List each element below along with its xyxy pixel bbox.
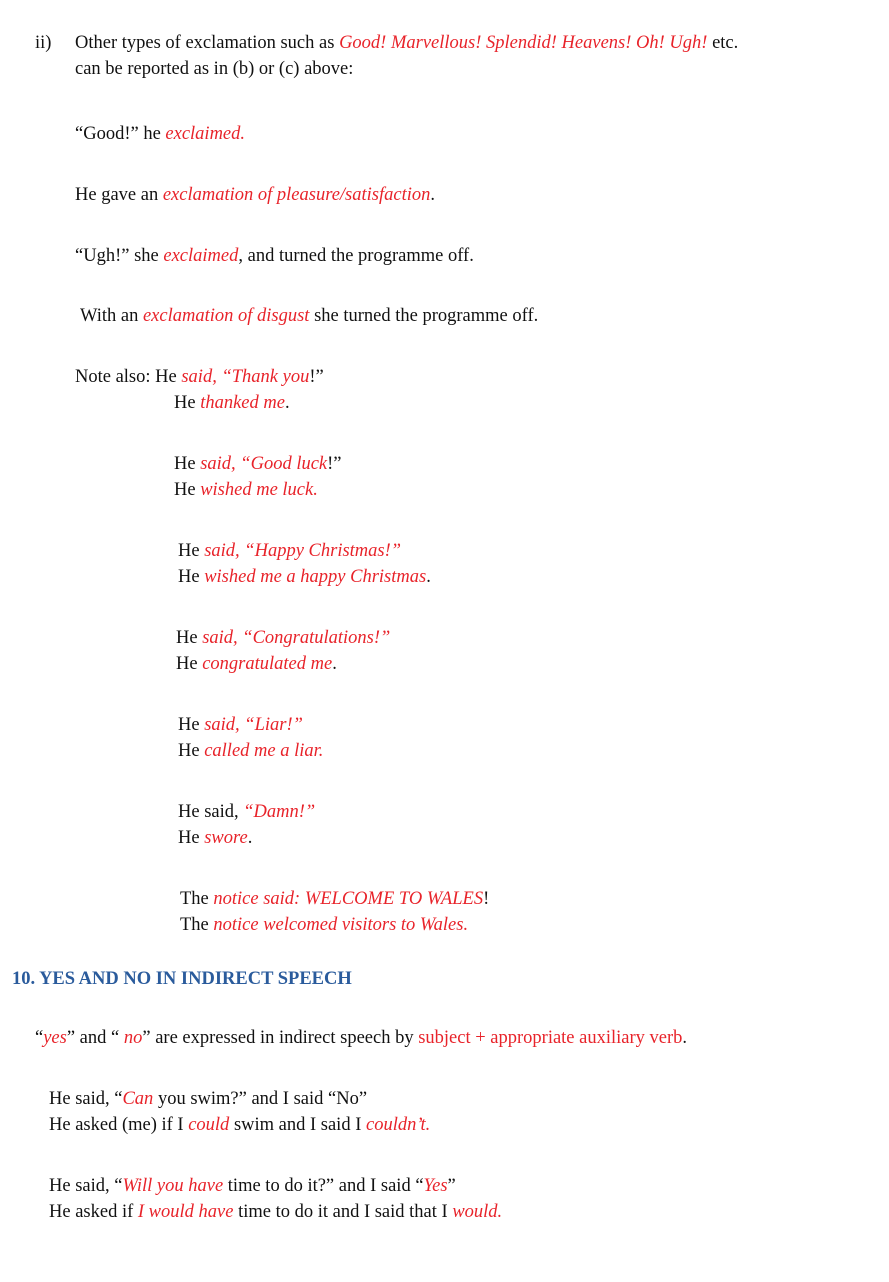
text-segment: etc. xyxy=(707,33,739,53)
section-10-rule xyxy=(35,1025,687,1051)
text-segment: Other types of exclamation such as xyxy=(75,33,340,53)
example-good-direct xyxy=(75,121,245,147)
text-segment: ii) xyxy=(35,33,52,53)
text-segment: He asked if xyxy=(49,1202,138,1222)
text-segment: He xyxy=(174,454,201,474)
section-10-ex1-direct xyxy=(49,1086,367,1112)
note-xmas-reported xyxy=(178,564,431,590)
text-segment: . xyxy=(284,393,290,413)
text-segment: He xyxy=(174,393,201,413)
note-label: Note also: xyxy=(75,367,156,387)
emphasis-text: Yes xyxy=(423,1176,448,1196)
section-10-ex2-direct xyxy=(49,1173,456,1199)
example-ugh-reported xyxy=(80,303,538,329)
text-segment: “Good!” he xyxy=(75,124,166,144)
text-segment: “Ugh!” she xyxy=(75,246,164,266)
text-segment: . xyxy=(430,185,435,205)
section-10-ex2-reported xyxy=(49,1199,502,1225)
text-segment: she turned the programme off. xyxy=(309,306,539,326)
text-segment: He xyxy=(178,541,205,561)
note-luck-reported xyxy=(174,477,318,503)
item-ii-line2: can be reported as in (b) or (c) above: xyxy=(75,59,354,79)
text-segment: . xyxy=(426,567,431,587)
emphasis-text: said, “Thank you xyxy=(181,367,310,387)
text-segment: He said, xyxy=(178,802,244,822)
emphasis-text: subject + appropriate auxiliary verb xyxy=(418,1028,683,1048)
note-xmas-direct xyxy=(178,538,401,564)
emphasis-text: Can xyxy=(122,1089,154,1109)
emphasis-text: said, “Good luck xyxy=(200,454,328,474)
text-segment: He asked (me) if I xyxy=(49,1115,189,1135)
text-segment: The xyxy=(180,915,214,935)
text-segment: He xyxy=(155,367,182,387)
text-segment: He xyxy=(178,828,205,848)
emphasis-text: wished me luck. xyxy=(200,480,318,500)
item-ii-line1 xyxy=(75,30,738,56)
text-segment: , and turned the programme off. xyxy=(238,246,474,266)
text-segment: He gave an xyxy=(75,185,163,205)
emphasis-text: exclaimed. xyxy=(165,124,246,144)
text-segment: He xyxy=(176,628,203,648)
text-segment: “ xyxy=(35,1028,44,1048)
text-segment: . xyxy=(332,654,337,674)
emphasis-text: said, “Happy Christmas!” xyxy=(204,541,402,561)
emphasis-text: I would have xyxy=(137,1202,234,1222)
section-10-ex1-reported xyxy=(49,1112,430,1138)
emphasis-text: congratulated me xyxy=(202,654,333,674)
example-ugh-direct xyxy=(75,243,474,269)
text-segment: ” xyxy=(447,1176,456,1196)
note-congrats-reported xyxy=(176,651,337,677)
emphasis-text: notice welcomed visitors to Wales. xyxy=(213,915,469,935)
note-liar-direct xyxy=(178,712,303,738)
emphasis-text: exclaimed xyxy=(163,246,239,266)
text-segment: He xyxy=(176,654,203,674)
emphasis-text: said, “Congratulations!” xyxy=(202,628,391,648)
text-segment: ” and “ xyxy=(66,1028,124,1048)
text-segment: He said, “ xyxy=(49,1089,123,1109)
text-segment: With an xyxy=(80,306,143,326)
emphasis-text: said, “Liar!” xyxy=(204,715,303,735)
note-wales-direct xyxy=(180,886,489,912)
text-segment: time to do it?” and I said “ xyxy=(223,1176,424,1196)
text-segment: . xyxy=(682,1028,688,1048)
item-ii-marker xyxy=(35,30,51,56)
note-thank-direct xyxy=(75,364,324,390)
emphasis-text: wished me a happy Christmas xyxy=(204,567,427,587)
emphasis-text: exclamation of pleasure/satisfaction xyxy=(162,185,431,205)
emphasis-text: called me a liar. xyxy=(204,741,324,761)
text-segment: ! xyxy=(483,889,490,909)
text-segment: He xyxy=(174,480,201,500)
note-damn-reported xyxy=(178,825,252,851)
text-segment: He xyxy=(178,741,205,761)
example-good-reported xyxy=(75,182,435,208)
text-segment: ” are expressed in indirect speech by xyxy=(142,1028,419,1048)
note-thank-reported xyxy=(174,390,290,416)
emphasis-text: no xyxy=(123,1028,143,1048)
note-luck-direct xyxy=(174,451,342,477)
emphasis-text: swore xyxy=(204,828,248,848)
section-10-heading: 10. YES AND NO IN INDIRECT SPEECH xyxy=(12,969,352,989)
emphasis-text: couldn’t. xyxy=(366,1115,431,1135)
text-segment: He xyxy=(178,715,205,735)
text-segment: . xyxy=(247,828,253,848)
text-segment: time to do it and I said that I xyxy=(233,1202,453,1222)
text-segment: The xyxy=(180,889,214,909)
emphasis-text: Will you have xyxy=(122,1176,224,1196)
emphasis-text: would. xyxy=(452,1202,503,1222)
text-segment: !” xyxy=(309,367,324,387)
exclamation-examples: Good! Marvellous! Splendid! Heavens! Oh! Ugh! xyxy=(339,33,708,53)
emphasis-text: yes xyxy=(43,1028,67,1048)
emphasis-text: “Damn!” xyxy=(243,802,316,822)
text-segment: swim and I said I xyxy=(229,1115,366,1135)
emphasis-text: could xyxy=(188,1115,230,1135)
note-wales-reported xyxy=(180,912,468,938)
emphasis-text: thanked me xyxy=(200,393,285,413)
text-segment: you swim?” and I said “No” xyxy=(153,1089,368,1109)
text-segment: He xyxy=(178,567,205,587)
emphasis-text: notice said: WELCOME TO WALES xyxy=(213,889,484,909)
text-segment: He said, “ xyxy=(49,1176,123,1196)
note-damn-direct xyxy=(178,799,315,825)
note-congrats-direct xyxy=(176,625,390,651)
emphasis-text: exclamation of disgust xyxy=(142,306,310,326)
note-liar-reported xyxy=(178,738,323,764)
text-segment: !” xyxy=(327,454,342,474)
